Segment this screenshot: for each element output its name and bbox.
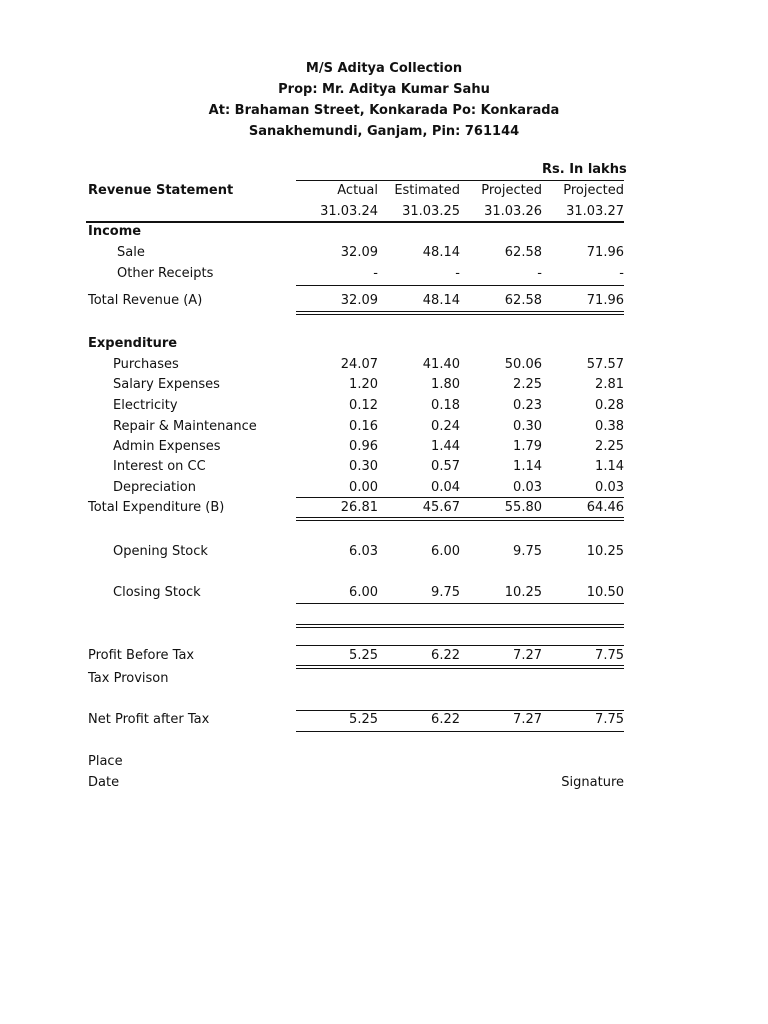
total-revenue-value: 48.14 [422, 293, 460, 308]
pbt-double-rule [296, 665, 624, 669]
row-label-repair: Repair & Maintenance [113, 419, 257, 434]
total-expenditure-value: 45.67 [422, 500, 460, 515]
purchases-value: 50.06 [504, 357, 542, 372]
total-revenue-value: 32.09 [340, 293, 378, 308]
admin-value: 2.25 [595, 439, 624, 454]
net-profit-value: 5.25 [349, 712, 378, 727]
header-top-rule [296, 180, 624, 181]
salary-value: 2.81 [595, 377, 624, 392]
repair-value: 0.24 [431, 419, 460, 434]
date-label: Date [88, 775, 120, 790]
electricity-value: 0.23 [513, 398, 542, 413]
admin-value: 1.79 [513, 439, 542, 454]
salary-value: 2.25 [513, 377, 542, 392]
row-label-depreciation: Depreciation [113, 480, 196, 495]
row-label-tax-provision: Tax Provison [88, 671, 169, 686]
total-revenue-double-rule [296, 311, 624, 315]
col-type-3: Projected [481, 183, 542, 198]
opening-stock-value: 6.03 [349, 544, 378, 559]
col-date-1: 31.03.24 [320, 204, 378, 219]
depreciation-value: 0.03 [595, 480, 624, 495]
income-heading: Income [88, 224, 142, 239]
repair-value: 0.16 [349, 419, 378, 434]
total-expenditure-top-rule [296, 497, 624, 498]
proprietor: Prop: Mr. Aditya Kumar Sahu [278, 82, 490, 97]
opening-stock-value: 6.00 [431, 544, 460, 559]
row-label-admin: Admin Expenses [113, 439, 221, 454]
blank-total-double-rule [296, 624, 624, 628]
row-label-total-expenditure: Total Expenditure (B) [88, 500, 225, 515]
address-line-1: At: Brahaman Street, Konkarada Po: Konkarada [208, 103, 560, 118]
header-bottom-rule [86, 221, 624, 223]
pbt-value: 7.75 [595, 648, 624, 663]
closing-stock-value: 10.50 [586, 585, 624, 600]
firm-name: M/S Aditya Collection [305, 61, 463, 76]
pbt-value: 6.22 [431, 648, 460, 663]
col-date-2: 31.03.25 [402, 204, 460, 219]
purchases-value: 41.40 [422, 357, 460, 372]
col-date-4: 31.03.27 [566, 204, 624, 219]
unit-label: Rs. In lakhs [542, 162, 627, 177]
closing-stock-value: 10.25 [504, 585, 542, 600]
closing-stock-value: 9.75 [431, 585, 460, 600]
pbt-top-rule [296, 645, 624, 646]
interest-value: 1.14 [513, 459, 542, 474]
other-receipts-value: - [455, 266, 460, 281]
col-type-1: Actual [337, 183, 378, 198]
depreciation-value: 0.00 [349, 480, 378, 495]
total-expenditure-double-rule [296, 517, 624, 521]
net-profit-value: 7.27 [513, 712, 542, 727]
place-label: Place [88, 754, 123, 769]
repair-value: 0.30 [513, 419, 542, 434]
row-label-profit-before-tax: Profit Before Tax [88, 648, 195, 663]
other-receipts-value: - [537, 266, 542, 281]
depreciation-value: 0.04 [431, 480, 460, 495]
total-revenue-value: 62.58 [504, 293, 542, 308]
row-label-salary: Salary Expenses [113, 377, 220, 392]
interest-value: 0.57 [431, 459, 460, 474]
net-profit-value: 6.22 [431, 712, 460, 727]
closing-stock-value: 6.00 [349, 585, 378, 600]
pbt-value: 7.27 [513, 648, 542, 663]
col-date-3: 31.03.26 [484, 204, 542, 219]
net-profit-value: 7.75 [595, 712, 624, 727]
purchases-value: 24.07 [340, 357, 378, 372]
other-receipts-value: - [373, 266, 378, 281]
admin-value: 0.96 [349, 439, 378, 454]
interest-value: 1.14 [595, 459, 624, 474]
table-title: Revenue Statement [88, 183, 234, 198]
row-label-interest: Interest on CC [113, 459, 206, 474]
electricity-value: 0.28 [595, 398, 624, 413]
salary-value: 1.80 [431, 377, 460, 392]
row-label-purchases: Purchases [113, 357, 179, 372]
col-type-2: Estimated [394, 183, 460, 198]
electricity-value: 0.12 [349, 398, 378, 413]
interest-value: 0.30 [349, 459, 378, 474]
sale-value: 32.09 [340, 245, 378, 260]
closing-stock-rule [296, 603, 624, 604]
row-label-total-revenue: Total Revenue (A) [88, 293, 203, 308]
depreciation-value: 0.03 [513, 480, 542, 495]
row-label-net-profit: Net Profit after Tax [88, 712, 210, 727]
address-line-2: Sanakhemundi, Ganjam, Pin: 761144 [248, 124, 520, 139]
signature-label: Signature [561, 775, 624, 790]
salary-value: 1.20 [349, 377, 378, 392]
row-label-sale: Sale [117, 245, 145, 260]
row-label-electricity: Electricity [113, 398, 178, 413]
sale-value: 48.14 [422, 245, 460, 260]
pbt-value: 5.25 [349, 648, 378, 663]
electricity-value: 0.18 [431, 398, 460, 413]
col-type-4: Projected [563, 183, 624, 198]
sale-value: 62.58 [504, 245, 542, 260]
total-revenue-value: 71.96 [586, 293, 624, 308]
sale-value: 71.96 [586, 245, 624, 260]
other-receipts-value: - [619, 266, 624, 281]
row-label-opening-stock: Opening Stock [113, 544, 208, 559]
total-expenditure-value: 55.80 [504, 500, 542, 515]
purchases-value: 57.57 [586, 357, 624, 372]
net-profit-bottom-rule [296, 731, 624, 732]
total-revenue-top-rule [296, 285, 624, 286]
total-expenditure-value: 26.81 [340, 500, 378, 515]
row-label-closing-stock: Closing Stock [113, 585, 201, 600]
opening-stock-value: 9.75 [513, 544, 542, 559]
row-label-other-receipts: Other Receipts [117, 266, 214, 281]
total-expenditure-value: 64.46 [586, 500, 624, 515]
repair-value: 0.38 [595, 419, 624, 434]
opening-stock-value: 10.25 [586, 544, 624, 559]
admin-value: 1.44 [431, 439, 460, 454]
net-profit-top-rule [296, 710, 624, 711]
expenditure-heading: Expenditure [88, 336, 178, 351]
